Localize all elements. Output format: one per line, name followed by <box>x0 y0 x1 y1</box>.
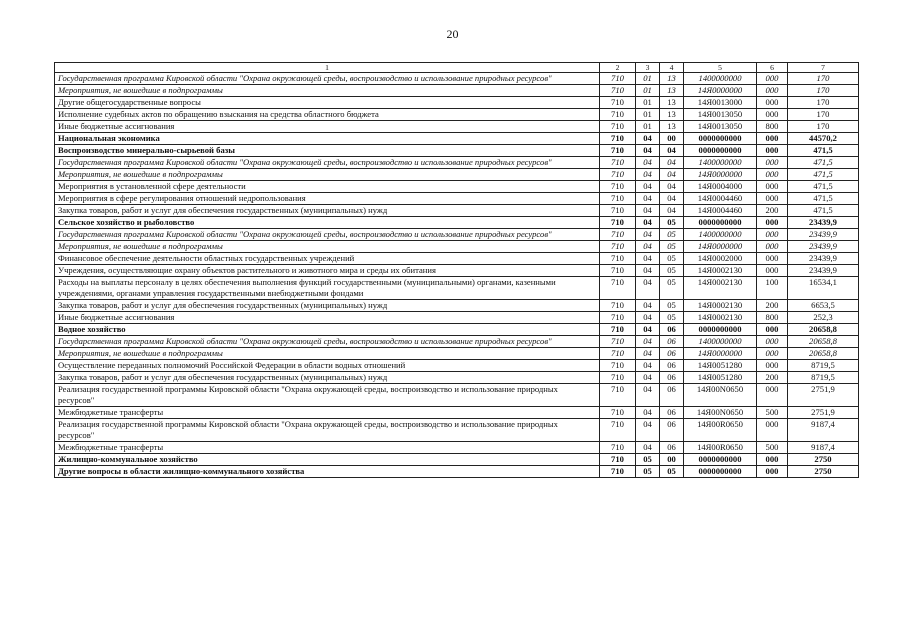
subsection-code: 05 <box>660 277 684 300</box>
item-name: Государственная программа Кировской области "Охрана окружающей среды, воспроизводство и использование природных ресурсов" <box>55 157 600 169</box>
subsection-code: 13 <box>660 85 684 97</box>
item-name: Иные бюджетные ассигнования <box>55 312 600 324</box>
section-code: 04 <box>636 348 660 360</box>
ministry-code: 710 <box>600 466 636 478</box>
expense-type-code: 000 <box>757 324 788 336</box>
ministry-code: 710 <box>600 454 636 466</box>
item-name: Исполнение судебных актов по обращению взыскания на средства областного бюджета <box>55 109 600 121</box>
amount: 20658,8 <box>788 324 859 336</box>
ministry-code: 710 <box>600 277 636 300</box>
section-code: 04 <box>636 169 660 181</box>
table-row <box>55 205 859 217</box>
amount: 23439,9 <box>788 241 859 253</box>
ministry-code: 710 <box>600 265 636 277</box>
expense-type-code: 000 <box>757 97 788 109</box>
expense-type-code: 000 <box>757 85 788 97</box>
target-article-code: 14Я0002130 <box>684 300 757 312</box>
section-code: 04 <box>636 217 660 229</box>
expense-type-code: 000 <box>757 419 788 442</box>
amount: 8719,5 <box>788 372 859 384</box>
expense-type-code: 200 <box>757 372 788 384</box>
target-article-code: 14Я0002130 <box>684 312 757 324</box>
target-article-code: 14Я0000000 <box>684 85 757 97</box>
amount: 2751,9 <box>788 384 859 407</box>
subsection-code: 06 <box>660 372 684 384</box>
subsection-code: 13 <box>660 73 684 85</box>
subsection-code: 06 <box>660 324 684 336</box>
subsection-code: 05 <box>660 300 684 312</box>
column-number: 4 <box>660 63 684 73</box>
ministry-code: 710 <box>600 300 636 312</box>
table-row <box>55 454 859 466</box>
target-article-code: 14Я0013050 <box>684 109 757 121</box>
expense-type-code: 000 <box>757 157 788 169</box>
item-name: Мероприятия, не вошедшие в подпрограммы <box>55 241 600 253</box>
table-body <box>55 63 859 478</box>
table-row <box>55 145 859 157</box>
column-number: 5 <box>684 63 757 73</box>
subsection-code: 00 <box>660 454 684 466</box>
section-code: 01 <box>636 121 660 133</box>
ministry-code: 710 <box>600 442 636 454</box>
ministry-code: 710 <box>600 348 636 360</box>
expense-type-code: 800 <box>757 312 788 324</box>
section-code: 01 <box>636 97 660 109</box>
item-name: Мероприятия в сфере регулирования отношений недропользования <box>55 193 600 205</box>
target-article-code: 1400000000 <box>684 336 757 348</box>
expense-type-code: 000 <box>757 466 788 478</box>
ministry-code: 710 <box>600 360 636 372</box>
ministry-code: 710 <box>600 336 636 348</box>
item-name: Осуществление переданных полномочий Российской Федерации в области водных отношений <box>55 360 600 372</box>
target-article-code: 14Я0013000 <box>684 97 757 109</box>
amount: 471,5 <box>788 145 859 157</box>
table-row <box>55 133 859 145</box>
subsection-code: 06 <box>660 442 684 454</box>
section-code: 04 <box>636 300 660 312</box>
target-article-code: 1400000000 <box>684 73 757 85</box>
amount: 44570,2 <box>788 133 859 145</box>
amount: 20658,8 <box>788 336 859 348</box>
table-row <box>55 85 859 97</box>
expense-type-code: 100 <box>757 277 788 300</box>
item-name: Воспроизводство минерально-сырьевой базы <box>55 145 600 157</box>
table-row <box>55 324 859 336</box>
table-row <box>55 169 859 181</box>
amount: 2750 <box>788 466 859 478</box>
target-article-code: 14Я00N0650 <box>684 407 757 419</box>
amount: 16534,1 <box>788 277 859 300</box>
section-code: 01 <box>636 73 660 85</box>
section-code: 04 <box>636 372 660 384</box>
item-name: Жилищно-коммунальное хозяйство <box>55 454 600 466</box>
table-row <box>55 312 859 324</box>
item-name: Финансовое обеспечение деятельности областных государственных учреждений <box>55 253 600 265</box>
item-name: Учреждения, осуществляющие охрану объектов растительного и животного мира и среды их обитания <box>55 265 600 277</box>
subsection-code: 06 <box>660 360 684 372</box>
target-article-code: 14Я00N0650 <box>684 384 757 407</box>
section-code: 04 <box>636 193 660 205</box>
ministry-code: 710 <box>600 229 636 241</box>
ministry-code: 710 <box>600 193 636 205</box>
section-code: 04 <box>636 384 660 407</box>
ministry-code: 710 <box>600 85 636 97</box>
subsection-code: 06 <box>660 336 684 348</box>
ministry-code: 710 <box>600 241 636 253</box>
section-code: 04 <box>636 229 660 241</box>
subsection-code: 05 <box>660 241 684 253</box>
amount: 471,5 <box>788 193 859 205</box>
table-row <box>55 193 859 205</box>
item-name: Другие общегосударственные вопросы <box>55 97 600 109</box>
ministry-code: 710 <box>600 157 636 169</box>
item-name: Сельское хозяйство и рыболовство <box>55 217 600 229</box>
table-row <box>55 277 859 300</box>
ministry-code: 710 <box>600 312 636 324</box>
amount: 170 <box>788 109 859 121</box>
target-article-code: 14Я0002130 <box>684 277 757 300</box>
section-code: 04 <box>636 157 660 169</box>
amount: 252,3 <box>788 312 859 324</box>
amount: 23439,9 <box>788 217 859 229</box>
amount: 170 <box>788 121 859 133</box>
subsection-code: 13 <box>660 97 684 109</box>
table-row <box>55 241 859 253</box>
table-row <box>55 466 859 478</box>
table-row <box>55 109 859 121</box>
expense-type-code: 800 <box>757 121 788 133</box>
subsection-code: 05 <box>660 312 684 324</box>
section-code: 04 <box>636 253 660 265</box>
item-name: Расходы на выплаты персоналу в целях обеспечения выполнения функций государственными (муниципальными) органами, казенными учреждениями, органами управления государственными внебюджетными фондами <box>55 277 600 300</box>
subsection-code: 04 <box>660 181 684 193</box>
target-article-code: 0000000000 <box>684 133 757 145</box>
item-name: Реализация государственной программы Кировской области "Охрана окружающей среды, воспроизводство и использование природных ресурсов" <box>55 384 600 407</box>
subsection-code: 04 <box>660 145 684 157</box>
section-code: 04 <box>636 312 660 324</box>
ministry-code: 710 <box>600 133 636 145</box>
amount: 9187,4 <box>788 442 859 454</box>
expense-type-code: 200 <box>757 205 788 217</box>
item-name: Закупка товаров, работ и услуг для обеспечения государственных (муниципальных) нужд <box>55 205 600 217</box>
expense-type-code: 000 <box>757 241 788 253</box>
target-article-code: 0000000000 <box>684 145 757 157</box>
target-article-code: 14Я0051280 <box>684 360 757 372</box>
ministry-code: 710 <box>600 419 636 442</box>
ministry-code: 710 <box>600 407 636 419</box>
subsection-code: 04 <box>660 205 684 217</box>
expense-type-code: 000 <box>757 360 788 372</box>
subsection-code: 05 <box>660 229 684 241</box>
table-row <box>55 372 859 384</box>
target-article-code: 14Я0000000 <box>684 241 757 253</box>
table-row <box>55 407 859 419</box>
expense-type-code: 000 <box>757 265 788 277</box>
table-row <box>55 265 859 277</box>
subsection-code: 06 <box>660 407 684 419</box>
item-name: Водное хозяйство <box>55 324 600 336</box>
target-article-code: 14Я0002130 <box>684 265 757 277</box>
page-number: 20 <box>446 27 459 41</box>
item-name: Государственная программа Кировской области "Охрана окружающей среды, воспроизводство и использование природных ресурсов" <box>55 73 600 85</box>
expense-type-code: 000 <box>757 217 788 229</box>
section-code: 04 <box>636 265 660 277</box>
subsection-code: 05 <box>660 466 684 478</box>
amount: 23439,9 <box>788 253 859 265</box>
expense-type-code: 000 <box>757 181 788 193</box>
expense-type-code: 000 <box>757 73 788 85</box>
subsection-code: 00 <box>660 133 684 145</box>
subsection-code: 06 <box>660 384 684 407</box>
expense-type-code: 500 <box>757 442 788 454</box>
section-code: 04 <box>636 324 660 336</box>
section-code: 04 <box>636 407 660 419</box>
target-article-code: 0000000000 <box>684 217 757 229</box>
expense-type-code: 000 <box>757 336 788 348</box>
amount: 170 <box>788 73 859 85</box>
item-name: Мероприятия, не вошедшие в подпрограммы <box>55 348 600 360</box>
target-article-code: 0000000000 <box>684 466 757 478</box>
item-name: Мероприятия, не вошедшие в подпрограммы <box>55 85 600 97</box>
column-number: 3 <box>636 63 660 73</box>
target-article-code: 0000000000 <box>684 324 757 336</box>
table-row <box>55 217 859 229</box>
section-code: 04 <box>636 205 660 217</box>
amount: 23439,9 <box>788 229 859 241</box>
expense-type-code: 000 <box>757 169 788 181</box>
ministry-code: 710 <box>600 121 636 133</box>
target-article-code: 14Я0004000 <box>684 181 757 193</box>
subsection-code: 06 <box>660 419 684 442</box>
table-row <box>55 253 859 265</box>
ministry-code: 710 <box>600 217 636 229</box>
item-name: Межбюджетные трансферты <box>55 407 600 419</box>
subsection-code: 06 <box>660 348 684 360</box>
item-name: Государственная программа Кировской области "Охрана окружающей среды, воспроизводство и использование природных ресурсов" <box>55 229 600 241</box>
item-name: Мероприятия, не вошедшие в подпрограммы <box>55 169 600 181</box>
budget-table <box>54 62 859 478</box>
target-article-code: 14Я0004460 <box>684 205 757 217</box>
subsection-code: 05 <box>660 217 684 229</box>
expense-type-code: 000 <box>757 454 788 466</box>
amount: 9187,4 <box>788 419 859 442</box>
ministry-code: 710 <box>600 73 636 85</box>
table-row <box>55 300 859 312</box>
table-row <box>55 229 859 241</box>
expense-type-code: 000 <box>757 133 788 145</box>
table-row <box>55 384 859 407</box>
amount: 471,5 <box>788 157 859 169</box>
section-code: 04 <box>636 277 660 300</box>
section-code: 05 <box>636 454 660 466</box>
amount: 471,5 <box>788 181 859 193</box>
subsection-code: 13 <box>660 109 684 121</box>
column-number: 6 <box>757 63 788 73</box>
target-article-code: 14Я0051280 <box>684 372 757 384</box>
table-row <box>55 121 859 133</box>
column-number: 7 <box>788 63 859 73</box>
ministry-code: 710 <box>600 324 636 336</box>
target-article-code: 14Я0013050 <box>684 121 757 133</box>
expense-type-code: 000 <box>757 348 788 360</box>
section-code: 04 <box>636 419 660 442</box>
expense-type-code: 000 <box>757 384 788 407</box>
target-article-code: 14Я0000000 <box>684 169 757 181</box>
ministry-code: 710 <box>600 181 636 193</box>
expense-type-code: 000 <box>757 145 788 157</box>
table-row <box>55 419 859 442</box>
section-code: 01 <box>636 109 660 121</box>
section-code: 04 <box>636 336 660 348</box>
table-row <box>55 336 859 348</box>
ministry-code: 710 <box>600 169 636 181</box>
target-article-code: 0000000000 <box>684 454 757 466</box>
ministry-code: 710 <box>600 384 636 407</box>
amount: 471,5 <box>788 169 859 181</box>
subsection-code: 05 <box>660 253 684 265</box>
target-article-code: 14Я0002000 <box>684 253 757 265</box>
section-code: 05 <box>636 466 660 478</box>
table-row <box>55 157 859 169</box>
expense-type-code: 000 <box>757 229 788 241</box>
expense-type-code: 500 <box>757 407 788 419</box>
item-name: Мероприятия в установленной сфере деятельности <box>55 181 600 193</box>
subsection-code: 04 <box>660 193 684 205</box>
subsection-code: 13 <box>660 121 684 133</box>
subsection-code: 05 <box>660 265 684 277</box>
column-number: 1 <box>55 63 600 73</box>
amount: 170 <box>788 97 859 109</box>
item-name: Иные бюджетные ассигнования <box>55 121 600 133</box>
target-article-code: 1400000000 <box>684 229 757 241</box>
table-row <box>55 73 859 85</box>
table-row <box>55 97 859 109</box>
item-name: Другие вопросы в области жилищно-коммунального хозяйства <box>55 466 600 478</box>
expense-type-code: 200 <box>757 300 788 312</box>
target-article-code: 14Я0000000 <box>684 348 757 360</box>
target-article-code: 14Я0004460 <box>684 193 757 205</box>
item-name: Национальная экономика <box>55 133 600 145</box>
subsection-code: 04 <box>660 169 684 181</box>
section-code: 04 <box>636 181 660 193</box>
item-name: Межбюджетные трансферты <box>55 442 600 454</box>
ministry-code: 710 <box>600 372 636 384</box>
expense-type-code: 000 <box>757 253 788 265</box>
item-name: Закупка товаров, работ и услуг для обеспечения государственных (муниципальных) нужд <box>55 372 600 384</box>
section-code: 04 <box>636 241 660 253</box>
item-name: Реализация государственной программы Кировской области "Охрана окружающей среды, воспроизводство и использование природных ресурсов" <box>55 419 600 442</box>
column-number-row <box>55 63 859 73</box>
ministry-code: 710 <box>600 97 636 109</box>
section-code: 04 <box>636 442 660 454</box>
table-row <box>55 348 859 360</box>
target-article-code: 1400000000 <box>684 157 757 169</box>
table-row <box>55 181 859 193</box>
section-code: 04 <box>636 145 660 157</box>
section-code: 01 <box>636 85 660 97</box>
section-code: 04 <box>636 133 660 145</box>
column-number: 2 <box>600 63 636 73</box>
amount: 2751,9 <box>788 407 859 419</box>
amount: 471,5 <box>788 205 859 217</box>
item-name: Государственная программа Кировской области "Охрана окружающей среды, воспроизводство и использование природных ресурсов" <box>55 336 600 348</box>
subsection-code: 04 <box>660 157 684 169</box>
expense-type-code: 000 <box>757 193 788 205</box>
amount: 23439,9 <box>788 265 859 277</box>
item-name: Закупка товаров, работ и услуг для обеспечения государственных (муниципальных) нужд <box>55 300 600 312</box>
amount: 170 <box>788 85 859 97</box>
target-article-code: 14Я00R0650 <box>684 419 757 442</box>
ministry-code: 710 <box>600 109 636 121</box>
table-row <box>55 442 859 454</box>
ministry-code: 710 <box>600 205 636 217</box>
section-code: 04 <box>636 360 660 372</box>
amount: 20658,8 <box>788 348 859 360</box>
amount: 8719,5 <box>788 360 859 372</box>
target-article-code: 14Я00R0650 <box>684 442 757 454</box>
amount: 6653,5 <box>788 300 859 312</box>
amount: 2750 <box>788 454 859 466</box>
ministry-code: 710 <box>600 253 636 265</box>
ministry-code: 710 <box>600 145 636 157</box>
expense-type-code: 000 <box>757 109 788 121</box>
table-row <box>55 360 859 372</box>
